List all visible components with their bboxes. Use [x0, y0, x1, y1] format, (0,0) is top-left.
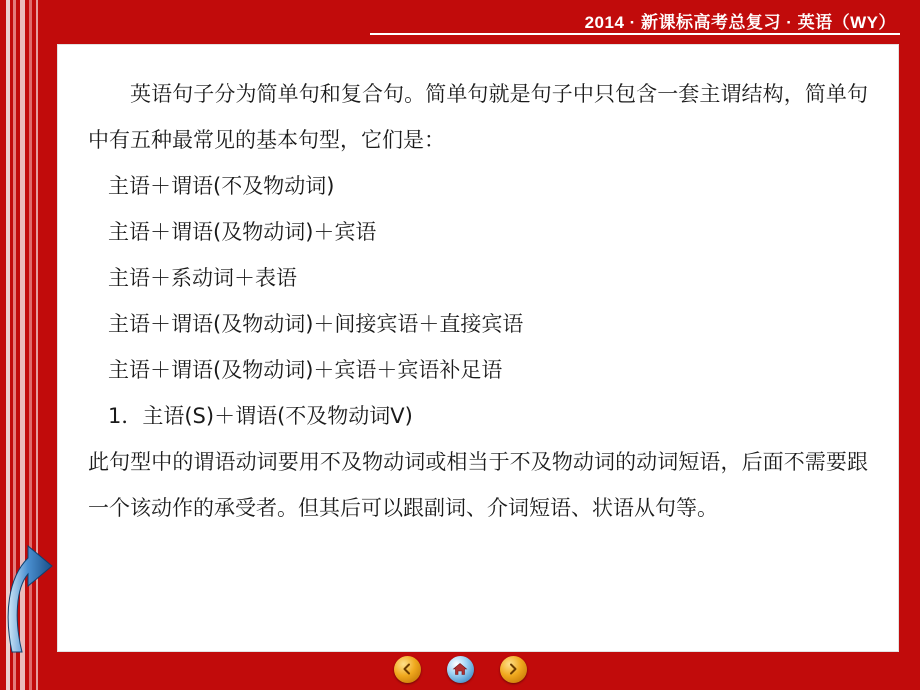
pattern-item: 主语＋系动词＋表语	[108, 266, 297, 290]
navigation-buttons	[0, 652, 920, 686]
intro-paragraph: 英语句子分为简单句和复合句。简单句就是句子中只包含一套主谓结构，简单句中有五种最常见的基本句型，它们是：	[88, 82, 868, 152]
pattern-item: 主语＋谓语(不及物动词)	[108, 174, 335, 198]
home-button[interactable]	[447, 656, 474, 683]
content-panel	[57, 44, 899, 652]
next-page-button[interactable]	[500, 656, 527, 683]
chevron-right-icon	[507, 663, 520, 676]
home-icon	[453, 662, 468, 676]
header-underline	[370, 33, 900, 35]
prev-page-button[interactable]	[394, 656, 421, 683]
arrow-decoration-icon	[2, 544, 56, 654]
explanation-paragraph: 此句型中的谓语动词要用不及物动词或相当于不及物动词的动词短语，后面不需要跟一个该动作的承受者。但其后可以跟副词、介词短语、状语从句等。	[88, 450, 868, 520]
pattern-item: 主语＋谓语(及物动词)＋间接宾语＋直接宾语	[108, 312, 524, 336]
pattern-item: 主语＋谓语(及物动词)＋宾语＋宾语补足语	[108, 358, 503, 382]
header-title: 2014 · 新课标高考总复习 · 英语（WY）	[584, 13, 896, 32]
chevron-left-icon	[401, 663, 414, 676]
header-bar	[0, 0, 920, 36]
section-heading: 1．主语(S)＋谓语(不及物动词V)	[108, 404, 413, 428]
pattern-item: 主语＋谓语(及物动词)＋宾语	[108, 220, 377, 244]
